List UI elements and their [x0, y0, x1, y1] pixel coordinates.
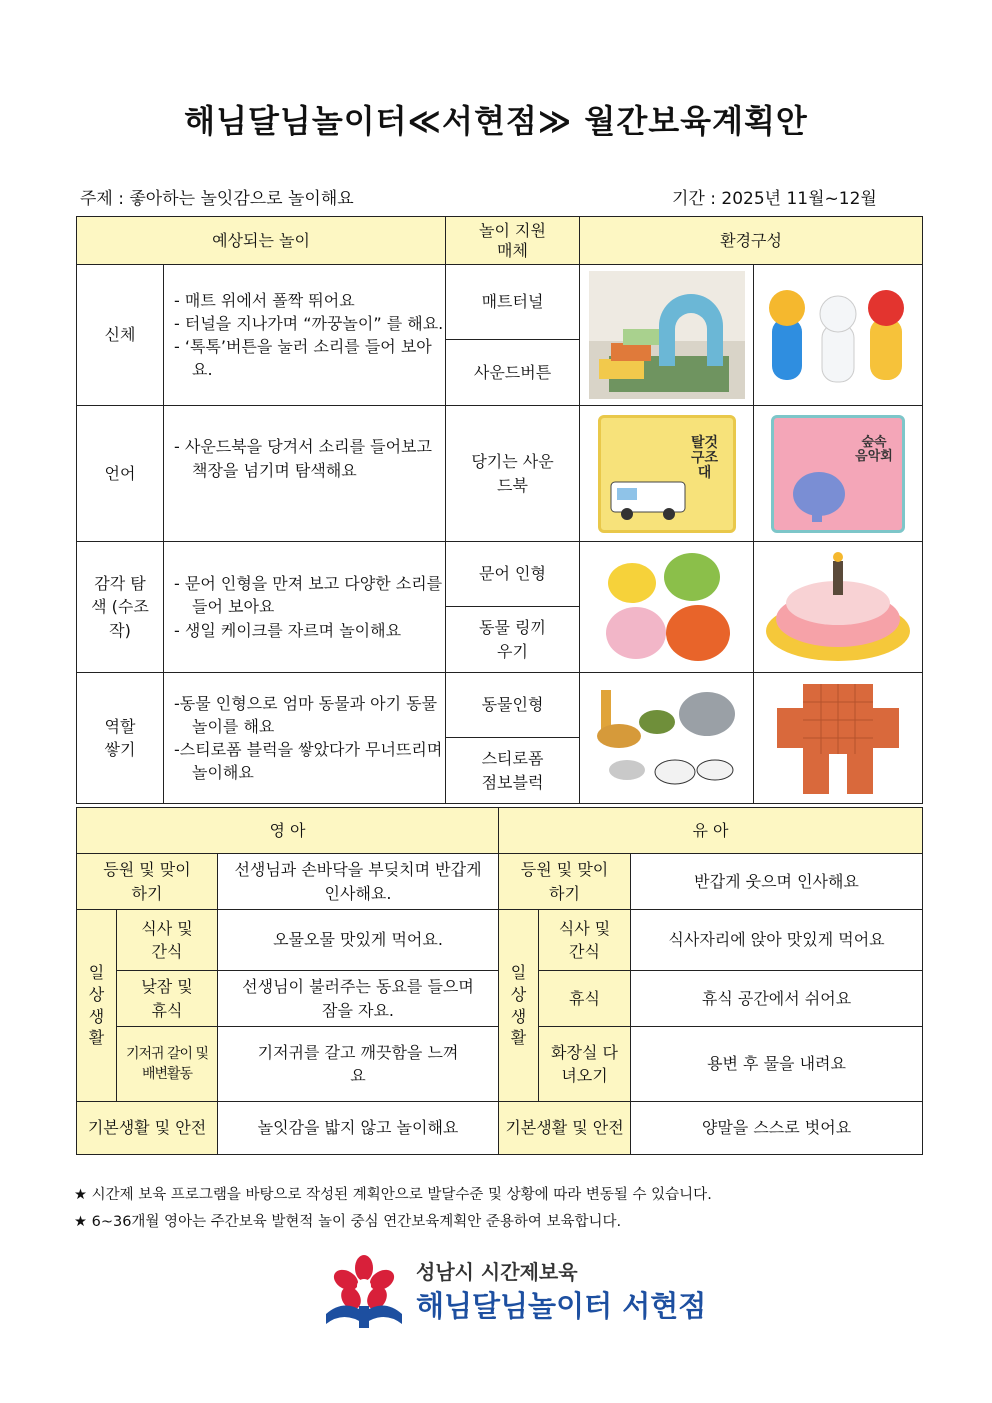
toddler-row-text: 용변 후 물을 내려요 [631, 1027, 923, 1102]
foam-block-photo [754, 673, 923, 804]
logo-line-2: 해님달님놀이터 서현점 [416, 1289, 707, 1323]
infant-row-text: 오물오물 맛있게 먹어요. [218, 910, 499, 971]
infant-row-label: 낮잠 및 휴식 [117, 971, 218, 1027]
mat-tunnel-photo [580, 265, 754, 406]
toddler-row-text: 식사자리에 앉아 맛있게 먹어요 [631, 910, 923, 971]
act-item: -스티로폼 블럭을 쌓았다가 무너뜨리며 놀이해요 [174, 740, 443, 783]
animal-figures-photo [580, 673, 754, 804]
act-item: - 매트 위에서 폴짝 뛰어요 [174, 290, 355, 310]
infant-row-text: 기저귀를 갈고 깨끗함을 느껴요 [218, 1027, 499, 1102]
toddler-row-label: 화장실 다녀오기 [539, 1027, 631, 1102]
book-1-label: 탈것 구조대 [690, 434, 719, 482]
act-item: - 터널을 지나가며 “까꿍놀이” 를 해요. [174, 313, 444, 333]
notes [74, 1182, 712, 1236]
toddler-row-label: 휴식 [539, 971, 631, 1027]
toddler-greeting: 반갑게 웃으며 인사해요 [631, 854, 923, 910]
cake-ring-photo [754, 542, 923, 673]
period-text: 기간 : 2025년 11월~12월 [672, 189, 877, 209]
media-sound-book: 당기는 사운드북 [446, 406, 580, 542]
sound-button-photo [754, 265, 923, 406]
area-sensory: 감각 탐색 (수조작) [77, 542, 164, 673]
daily-table [76, 807, 923, 1155]
infant-daily-life-label: 일 상 생 활 [77, 910, 117, 1102]
note-item: ★ 6~36개월 영아는 주간보육 발현적 놀이 중심 연간보육계획안 준용하여 보육합니다. [74, 1214, 622, 1230]
toddler-daily-life-label: 일 상 생 활 [499, 910, 539, 1102]
toddler-header: 유 아 [499, 808, 923, 854]
note-item: ★ 시간제 보육 프로그램을 바탕으로 작성된 계획안으로 발달수준 및 상황에 따라 변동될 수 있습니다. [74, 1187, 712, 1203]
act-item: -동물 인형으로 엄마 동물과 아기 동물 놀이를 해요 [174, 693, 438, 736]
act-item: - 생일 케이크를 자르며 놀이해요 [174, 620, 402, 640]
media-octopus: 문어 인형 [446, 542, 580, 607]
acts-language [164, 406, 446, 542]
infant-row-text: 선생님이 불러주는 동요를 들으며 잠을 자요. [218, 971, 499, 1027]
act-item: - ‘톡톡’버튼을 눌러 소리를 들어 보아요. [174, 337, 432, 380]
theme-text: 주제 : 좋아하는 놀잇감으로 놀이해요 [80, 189, 354, 209]
act-item: - 문어 인형을 만져 보고 다양한 소리를 들어 보아요 [174, 574, 443, 617]
infant-header: 영 아 [77, 808, 499, 854]
octopus-photo [580, 542, 754, 673]
acts-role-block [164, 673, 446, 804]
header-play: 예상되는 놀이 [77, 217, 446, 265]
logo [324, 1254, 744, 1334]
infant-basic-label: 기본생활 및 안전 [77, 1102, 218, 1155]
infant-row-label: 식사 및 간식 [117, 910, 218, 971]
page-title: 해님달님놀이터≪서현점≫ 월간보육계획안 [184, 102, 808, 140]
area-language: 언어 [77, 406, 164, 542]
toddler-basic: 양말을 스스로 벗어요 [631, 1102, 923, 1155]
infant-greeting-label: 등원 및 맞이하기 [77, 854, 218, 910]
plan-table [76, 216, 923, 804]
acts-body [164, 265, 446, 406]
header-env: 환경구성 [580, 217, 923, 265]
media-animal-doll: 동물인형 [446, 673, 580, 738]
infant-greeting: 선생님과 손바닥을 부딪치며 반갑게 인사해요. [218, 854, 499, 910]
infant-basic: 놀잇감을 밟지 않고 놀이해요 [218, 1102, 499, 1155]
media-mat-tunnel: 매트터널 [446, 265, 580, 340]
book-2-label: 숲속 음악회 [855, 434, 893, 464]
logo-line-1: 성남시 시간제보육 [416, 1260, 578, 1284]
toddler-greeting-label: 등원 및 맞이하기 [499, 854, 631, 910]
media-sound-button: 사운드버튼 [446, 340, 580, 406]
sound-book-1-photo [580, 406, 754, 542]
area-body: 신체 [77, 265, 164, 406]
sound-book-2-photo [754, 406, 923, 542]
toddler-basic-label: 기본생활 및 안전 [499, 1102, 631, 1155]
header-media: 놀이 지원 매체 [446, 217, 580, 265]
seongnam-emblem-icon [324, 1254, 404, 1330]
media-foam-block: 스티로폼 점보블럭 [446, 738, 580, 804]
area-role-block: 역할 쌓기 [77, 673, 164, 804]
toddler-row-label: 식사 및 간식 [539, 910, 631, 971]
acts-sensory [164, 542, 446, 673]
infant-row-label: 기저귀 갈이 및 배변활동 [117, 1027, 218, 1102]
media-animal-ring: 동물 링끼우기 [446, 607, 580, 673]
toddler-row-text: 휴식 공간에서 쉬어요 [631, 971, 923, 1027]
act-item: - 사운드북을 당겨서 소리를 들어보고 책장을 넘기며 탐색해요 [174, 437, 432, 480]
